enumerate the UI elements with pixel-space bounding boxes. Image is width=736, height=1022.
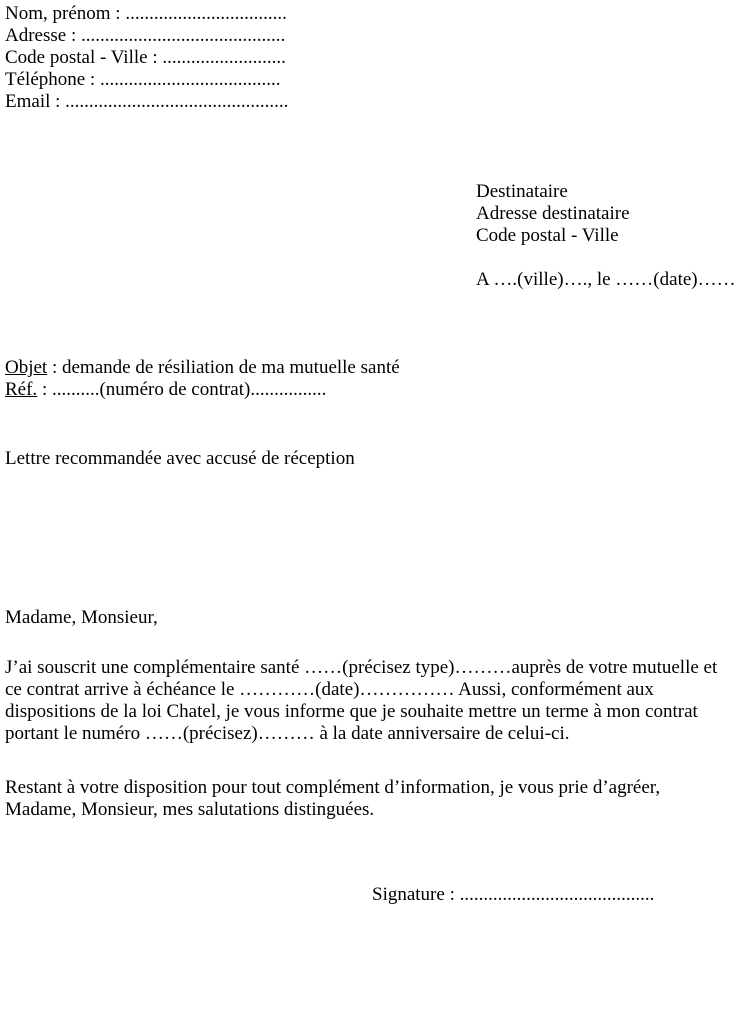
signature-line: Signature : ......................................... bbox=[372, 884, 655, 905]
sender-email-line: Email : ............................................... bbox=[5, 91, 289, 112]
subject-ref-text: : ..........(numéro de contrat)................ bbox=[37, 379, 327, 400]
delivery-mode-line: Lettre recommandée avec accusé de réception bbox=[5, 448, 355, 469]
sender-address-line: Adresse : ........................................... bbox=[5, 25, 286, 46]
subject-objet-line bbox=[5, 357, 400, 379]
subject-block bbox=[5, 357, 400, 401]
subject-objet-text: : demande de résiliation de ma mutuelle santé bbox=[47, 357, 400, 378]
body-paragraph-1 bbox=[5, 657, 717, 745]
subject-ref-line bbox=[5, 379, 400, 401]
recipient-block bbox=[476, 181, 630, 247]
body-paragraph-1-line: ce contrat arrive à échéance le …………(date)…………… Aussi, conformément aux bbox=[5, 679, 654, 700]
body-paragraph-2-line: Restant à votre disposition pour tout complément d’information, je vous prie d’agréer, bbox=[5, 777, 661, 798]
place-date-line: A ….(ville)…., le ……(date)…… bbox=[476, 269, 736, 290]
body-paragraph-2-line: Madame, Monsieur, mes salutations distinguées. bbox=[5, 799, 375, 820]
body-paragraph-1-line: dispositions de la loi Chatel, je vous informe que je souhaite mettre un terme à mon contrat bbox=[5, 701, 698, 722]
recipient-name-line: Destinataire bbox=[476, 181, 568, 202]
sender-block bbox=[5, 3, 288, 113]
sender-name-line: Nom, prénom : .................................. bbox=[5, 3, 287, 24]
body-paragraph-2 bbox=[5, 777, 660, 821]
recipient-postal-city-line: Code postal - Ville bbox=[476, 225, 619, 246]
recipient-address-line: Adresse destinataire bbox=[476, 203, 630, 224]
body-paragraph-1-line: J’ai souscrit une complémentaire santé ……(précisez type)………auprès de votre mutuelle et bbox=[5, 657, 718, 678]
salutation-line: Madame, Monsieur, bbox=[5, 607, 158, 628]
sender-phone-line: Téléphone : ...................................... bbox=[5, 69, 281, 90]
sender-postal-city-line: Code postal - Ville : .......................... bbox=[5, 47, 286, 68]
body-paragraph-1-line: portant le numéro ……(précisez)……… à la date anniversaire de celui-ci. bbox=[5, 723, 570, 744]
subject-ref-label: Réf. bbox=[5, 379, 38, 400]
subject-objet-label: Objet bbox=[5, 357, 48, 378]
